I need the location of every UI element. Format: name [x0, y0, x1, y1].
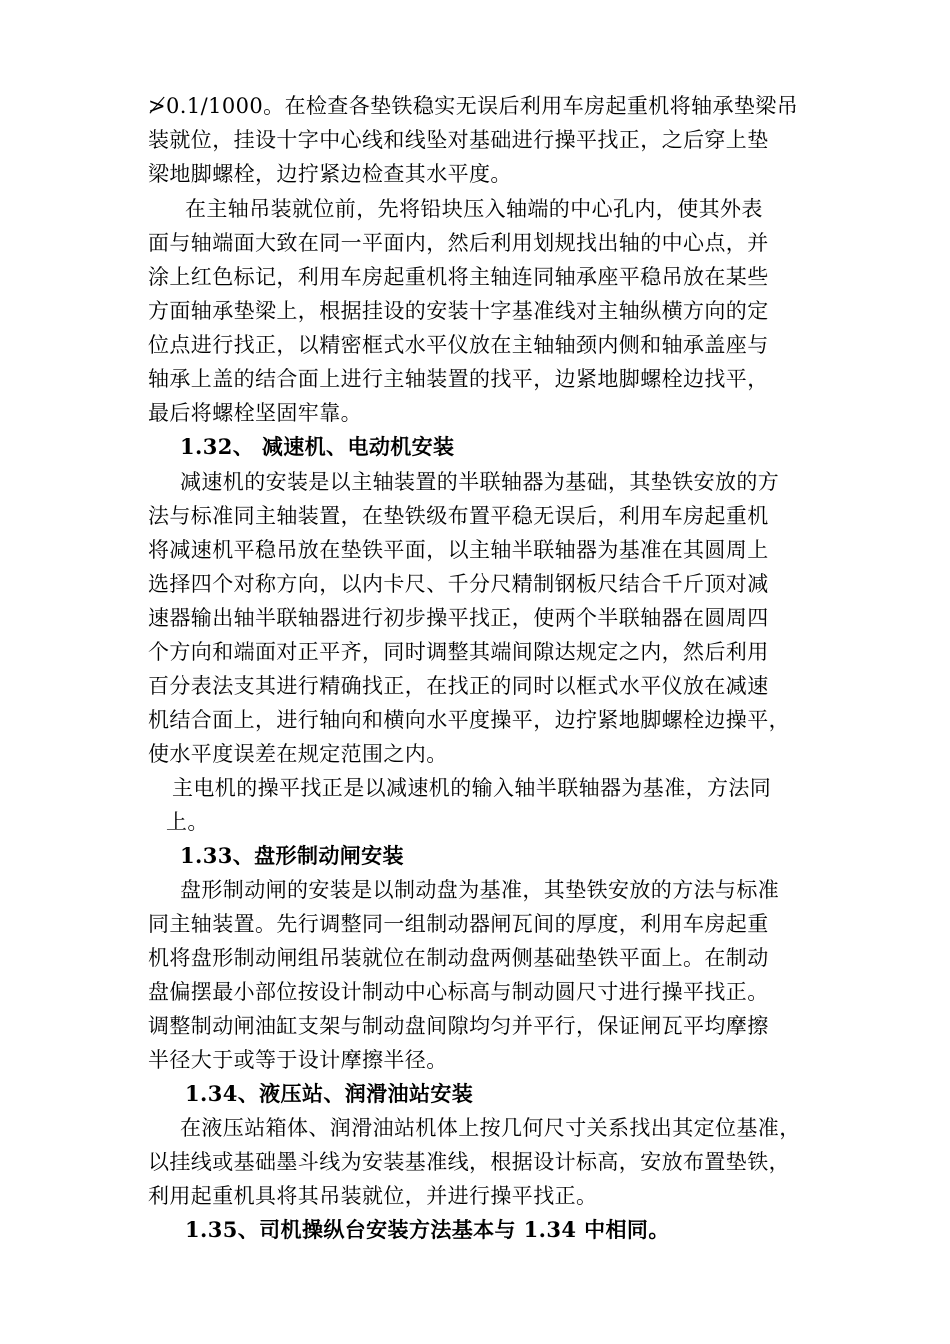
- text-line-24: 盘形制动闸的安装是以制动盘为基准，其垫铁安放的方法与标准: [180, 878, 780, 902]
- text-line-9: 轴承上盖的结合面上进行主轴装置的找平，边紧地脚螺栓边找平，: [148, 367, 769, 391]
- text-line-18: 百分表法支其进行精确找正，在找正的同时以框式水平仪放在减速: [148, 674, 769, 698]
- text-line-8: 位点进行找正，以精密框式水平仪放在主轴轴颈内侧和轴承盖座与: [148, 333, 769, 357]
- text-line-22: 上。: [166, 810, 209, 834]
- text-line-19: 机结合面上，进行轴向和横向水平度操平，边拧紧地脚螺栓边操平，: [148, 708, 790, 732]
- text-line-2: 装就位，挂设十字中心线和线坠对基础进行操平找正，之后穿上垫: [148, 128, 769, 152]
- text-line-12: 减速机的安装是以主轴装置的半联轴器为基础，其垫铁安放的方: [180, 470, 780, 494]
- text-line-3: 梁地脚螺栓，边拧紧边检查其水平度。: [148, 162, 512, 186]
- section-heading-1-32: 1.32、 减速机、电动机安装: [180, 434, 455, 459]
- text-line-15: 选择四个对称方向，以内卡尺、千分尺精制钢板尺结合千斤顶对减: [148, 572, 769, 596]
- text-line-4: 在主轴吊装就位前，先将铅块压入轴端的中心孔内，使其外表: [185, 197, 763, 221]
- section-heading-1-35: 1.35、司机操纵台安装方法基本与 1.34 中相同。: [185, 1217, 670, 1242]
- text-line-28: 调整制动闸油缸支架与制动盘间隙均匀并平行，保证闸瓦平均摩擦: [148, 1014, 769, 1038]
- text-line-10: 最后将螺栓坚固牢靠。: [148, 401, 362, 425]
- text-line-31: 在液压站箱体、润滑油站机体上按几何尺寸关系找出其定位基准，: [180, 1116, 801, 1140]
- text-line-20: 使水平度误差在规定范围之内。: [148, 742, 448, 766]
- text-line-7: 方面轴承垫梁上，根据挂设的安装十字基准线对主轴纵横方向的定: [148, 299, 769, 323]
- text-line-16: 速器输出轴半联轴器进行初步操平找正，使两个半联轴器在圆周四: [148, 606, 769, 630]
- text-line-17: 个方向和端面对正平齐，同时调整其端间隙达规定之内，然后利用: [148, 640, 769, 664]
- text-line-6: 涂上红色标记，利用车房起重机将主轴连同轴承座平稳吊放在某些: [148, 265, 769, 289]
- text-line-32: 以挂线或基础墨斗线为安装基准线，根据设计标高，安放布置垫铁，: [148, 1150, 790, 1174]
- text-line-26: 机将盘形制动闸组吊装就位在制动盘两侧基础垫铁平面上。在制动: [148, 946, 769, 970]
- text-line-1: ≯0.1/1000。在检查各垫铁稳实无误后利用车房起重机将轴承垫梁吊: [148, 94, 799, 118]
- text-line-21: 主电机的操平找正是以减速机的输入轴半联轴器为基准，方法同: [172, 776, 772, 800]
- text-line-29: 半径大于或等于设计摩擦半径。: [148, 1048, 448, 1072]
- text-line-25: 同主轴装置。先行调整同一组制动器闸瓦间的厚度，利用车房起重: [148, 912, 769, 936]
- section-heading-1-33: 1.33、盘形制动闸安装: [180, 843, 404, 868]
- text-line-33: 利用起重机具将其吊装就位，并进行操平找正。: [148, 1184, 598, 1208]
- text-line-14: 将减速机平稳吊放在垫铁平面，以主轴半联轴器为基准在其圆周上: [148, 538, 769, 562]
- text-line-13: 法与标准同主轴装置，在垫铁级布置平稳无误后，利用车房起重机: [148, 504, 769, 528]
- text-line-27: 盘偏摆最小部位按设计制动中心标高与制动圆尺寸进行操平找正。: [148, 980, 769, 1004]
- text-line-5: 面与轴端面大致在同一平面内，然后利用划规找出轴的中心点，并: [148, 231, 769, 255]
- section-heading-1-34: 1.34、液压站、润滑油站安装: [185, 1081, 474, 1106]
